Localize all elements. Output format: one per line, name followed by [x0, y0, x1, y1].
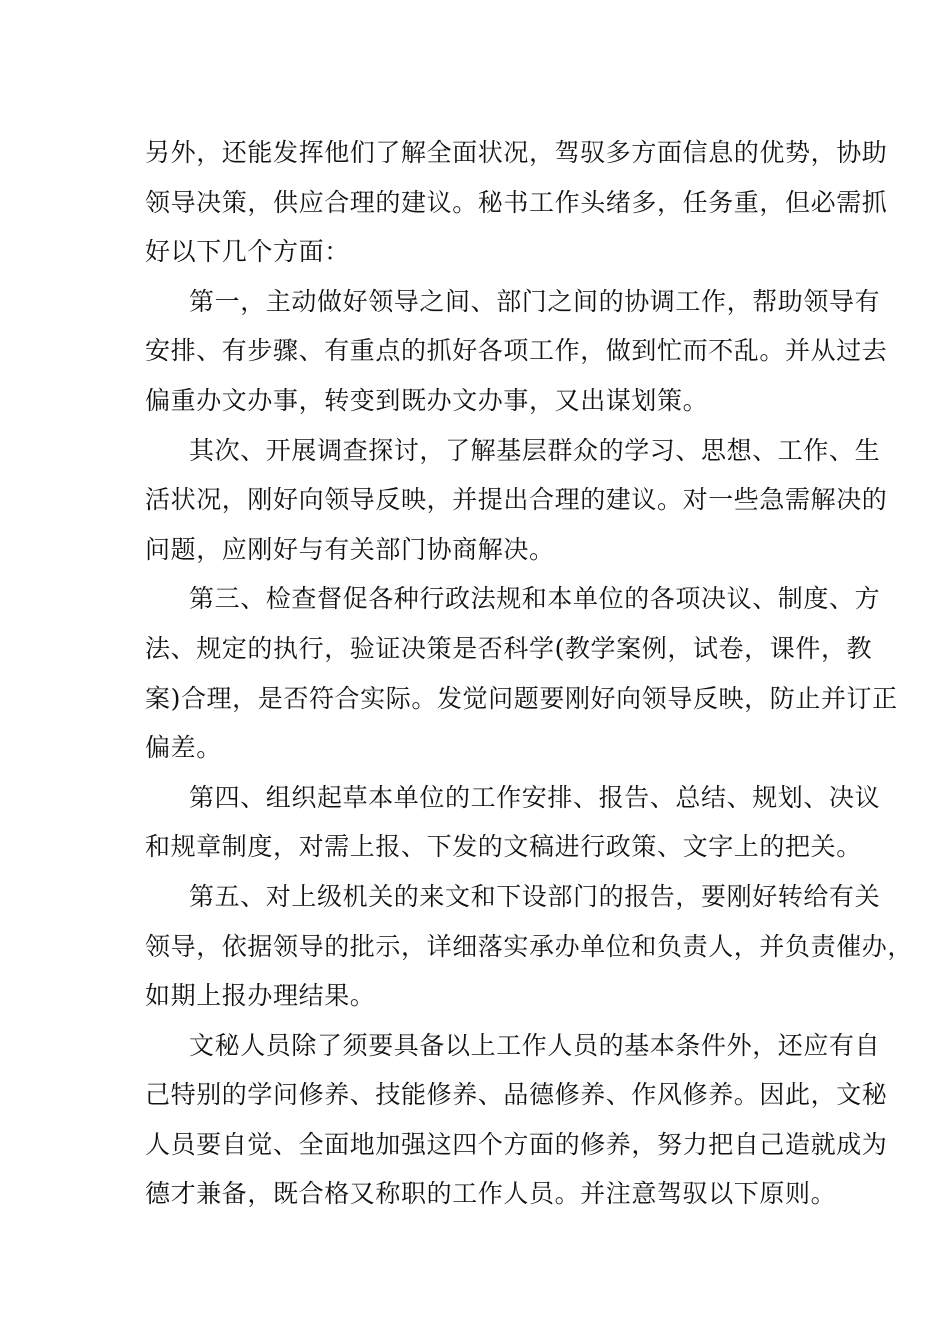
text-line: 活状况，刚好向领导反映，并提出合理的建议。对一些急需解决的 — [145, 485, 888, 515]
text-line: 第三、检查督促各种行政法规和本单位的各项决议、制度、方 — [189, 584, 881, 614]
text-line: 另外，还能发挥他们了解全面状况，驾驭多方面信息的优势，协助 — [145, 138, 888, 167]
text-line: 领导决策，供应合理的建议。秘书工作头绪多，任务重，但必需抓 — [145, 187, 888, 217]
text-line: 法、规定的执行，验证决策是否科学(教学案例，试卷，课件，教 — [145, 633, 873, 663]
text-line: 第一，主动做好领导之间、部门之间的协调工作，帮助领导有 — [189, 286, 881, 316]
text-line: 如期上报办理结果。 — [145, 981, 376, 1011]
text-line: 和规章制度，对需上报、下发的文稿进行政策、文字上的把关。 — [145, 832, 862, 862]
text-line: 好以下几个方面： — [145, 237, 350, 267]
text-line: 人员要自觉、全面地加强这四个方面的修养，努力把自己造就成为 — [145, 1129, 888, 1159]
text-line: 德才兼备，既合格又称职的工作人员。并注意驾驭以下原则。 — [145, 1179, 837, 1209]
text-line: 案)合理，是否符合实际。发觉问题要刚好向领导反映，防止并订正 — [145, 683, 898, 713]
text-line: 己特别的学问修养、技能修养、品德修养、作风修养。因此，文秘 — [145, 1080, 888, 1110]
text-line: 第四、组织起草本单位的工作安排、报告、总结、规划、决议 — [189, 782, 881, 812]
body-text — [145, 128, 914, 1219]
text-line: 问题，应刚好与有关部门协商解决。 — [145, 534, 555, 564]
text-line: 偏差。 — [145, 733, 222, 763]
text-line: 第五、对上级机关的来文和下设部门的报告，要刚好转给有关 — [189, 881, 881, 911]
text-line: 领导，依据领导的批示，详细落实承办单位和负责人，并负责催办， — [145, 931, 914, 961]
text-line: 文秘人员除了须要具备以上工作人员的基本条件外，还应有自 — [189, 1030, 881, 1060]
text-line: 偏重办文办事，转变到既办文办事，又出谋划策。 — [145, 385, 709, 415]
text-line: 其次、开展调查探讨，了解基层群众的学习、思想、工作、生 — [189, 435, 881, 465]
text-line: 安排、有步骤、有重点的抓好各项工作，做到忙而不乱。并从过去 — [145, 336, 888, 366]
